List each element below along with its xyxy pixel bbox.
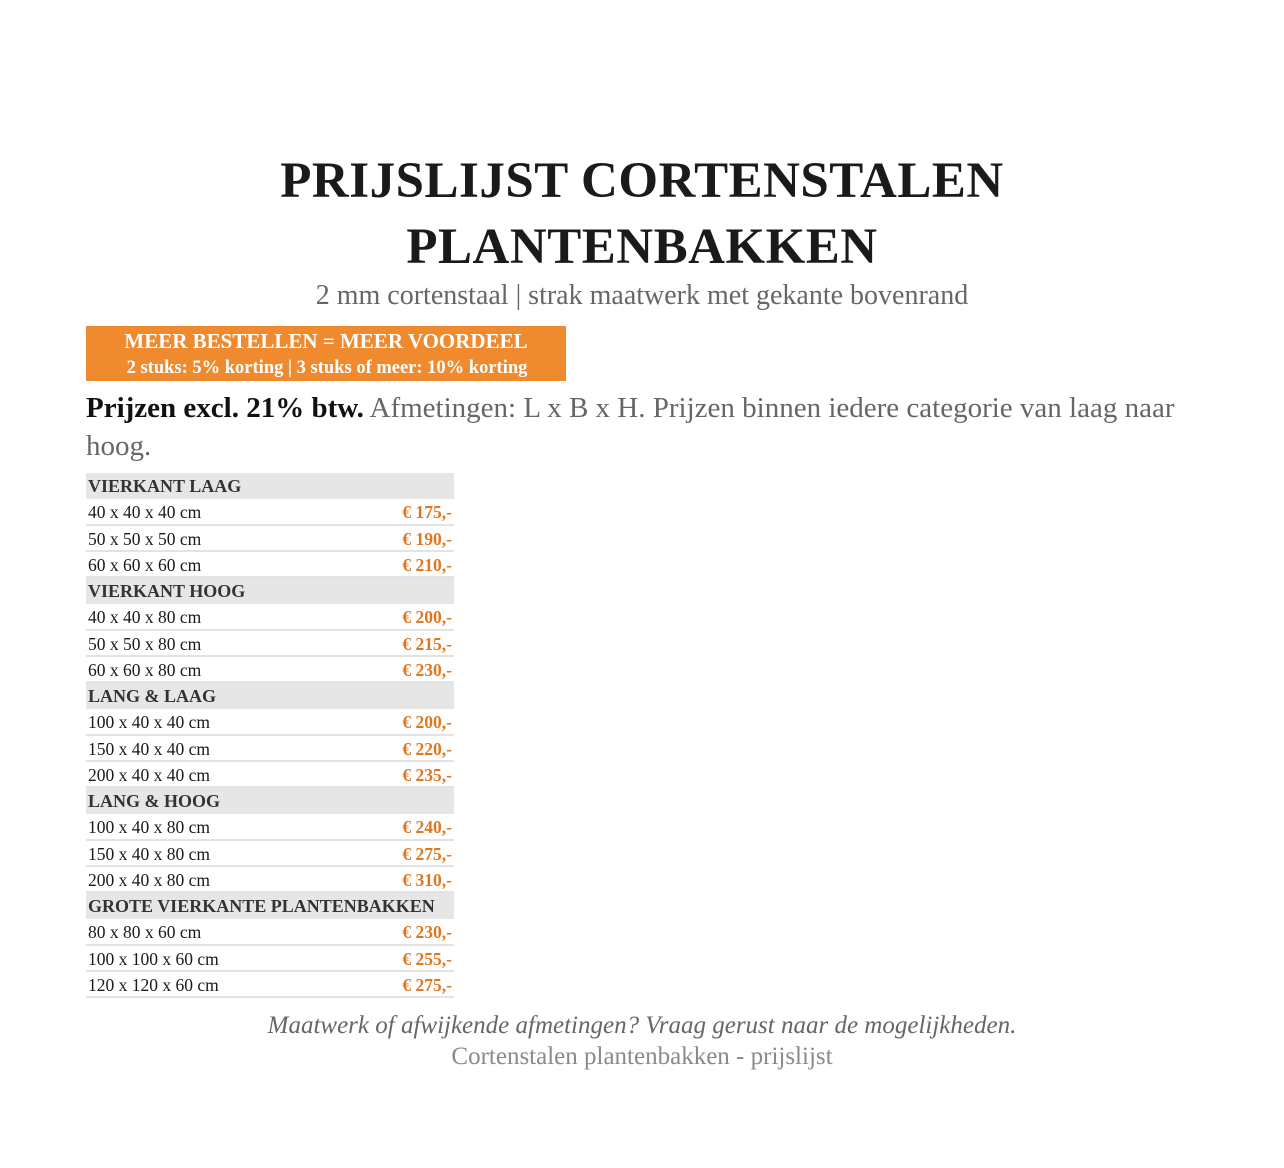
intro-rest: Afmetingen: L x B x H. Prijzen binnen iedere categorie van laag naar hoog. — [86, 392, 1175, 462]
item-size: 40 x 40 x 80 cm — [88, 607, 202, 628]
table-row — [86, 552, 454, 578]
category-header — [86, 788, 454, 814]
item-size: 200 x 40 x 40 cm — [88, 764, 211, 785]
table-row — [86, 841, 454, 867]
item-price: € 275,- — [402, 843, 452, 864]
category-name: LANG & HOOG — [88, 791, 221, 811]
item-price: € 220,- — [402, 738, 452, 759]
item-price: € 200,- — [402, 607, 452, 628]
table-row — [86, 526, 454, 552]
item-size: 100 x 100 x 60 cm — [88, 948, 219, 969]
item-price: € 240,- — [402, 817, 452, 838]
table-row — [86, 631, 454, 657]
item-price: € 255,- — [402, 948, 452, 969]
promo-headline: MEER BESTELLEN = MEER VOORDEEL — [124, 329, 528, 353]
item-size: 120 x 120 x 60 cm — [88, 974, 219, 995]
category-name: GROTE VIERKANTE PLANTENBAKKEN — [88, 896, 435, 916]
item-size: 200 x 40 x 80 cm — [88, 869, 211, 890]
title-line-1: PRIJSLIJST CORTENSTALEN — [280, 153, 1004, 209]
table-row — [86, 604, 454, 630]
promo-details: 2 stuks: 5% korting | 3 stuks of meer: 10% korting — [126, 358, 528, 378]
item-price: € 235,- — [402, 764, 452, 785]
item-size: 100 x 40 x 80 cm — [88, 817, 211, 838]
item-size: 60 x 60 x 60 cm — [88, 554, 202, 575]
item-price: € 215,- — [402, 633, 452, 654]
promo-banner — [86, 326, 566, 381]
footnote: Maatwerk of afwijkende afmetingen? Vraag gerust naar de mogelijkheden. — [267, 1012, 1017, 1039]
table-row — [86, 867, 454, 893]
item-size: 150 x 40 x 40 cm — [88, 738, 211, 759]
item-size: 50 x 50 x 50 cm — [88, 528, 202, 549]
item-size: 40 x 40 x 40 cm — [88, 502, 202, 523]
item-size: 60 x 60 x 80 cm — [88, 659, 202, 680]
item-price: € 200,- — [402, 712, 452, 733]
intro-bold: Prijzen excl. 21% btw. — [86, 392, 364, 424]
table-row — [86, 762, 454, 788]
table-row — [86, 657, 454, 683]
category-header — [86, 578, 454, 604]
table-row — [86, 972, 454, 998]
category-name: LANG & LAAG — [88, 686, 217, 706]
item-size: 100 x 40 x 40 cm — [88, 712, 211, 733]
item-price: € 175,- — [402, 502, 452, 523]
subtitle: 2 mm cortenstaal | strak maatwerk met gekante bovenrand — [315, 280, 969, 311]
intro-text — [86, 389, 1206, 465]
item-price: € 190,- — [402, 528, 452, 549]
item-price: € 230,- — [402, 659, 452, 680]
item-price: € 230,- — [402, 922, 452, 943]
price-table — [86, 473, 454, 998]
item-size: 50 x 50 x 80 cm — [88, 633, 202, 654]
table-row — [86, 709, 454, 735]
category-header — [86, 473, 454, 499]
item-size: 80 x 80 x 60 cm — [88, 922, 202, 943]
item-price: € 310,- — [402, 869, 452, 890]
page-title — [0, 148, 1284, 280]
category-name: VIERKANT HOOG — [88, 581, 246, 601]
table-row — [86, 919, 454, 945]
table-row — [86, 736, 454, 762]
table-row — [86, 946, 454, 972]
item-size: 150 x 40 x 80 cm — [88, 843, 211, 864]
category-header — [86, 893, 454, 919]
category-header — [86, 683, 454, 709]
footer-caption: Cortenstalen plantenbakken - prijslijst — [451, 1043, 833, 1070]
table-row — [86, 499, 454, 525]
table-row — [86, 814, 454, 840]
title-line-2: PLANTENBAKKEN — [406, 219, 878, 275]
category-name: VIERKANT LAAG — [88, 476, 242, 496]
item-price: € 275,- — [402, 974, 452, 995]
item-price: € 210,- — [402, 554, 452, 575]
